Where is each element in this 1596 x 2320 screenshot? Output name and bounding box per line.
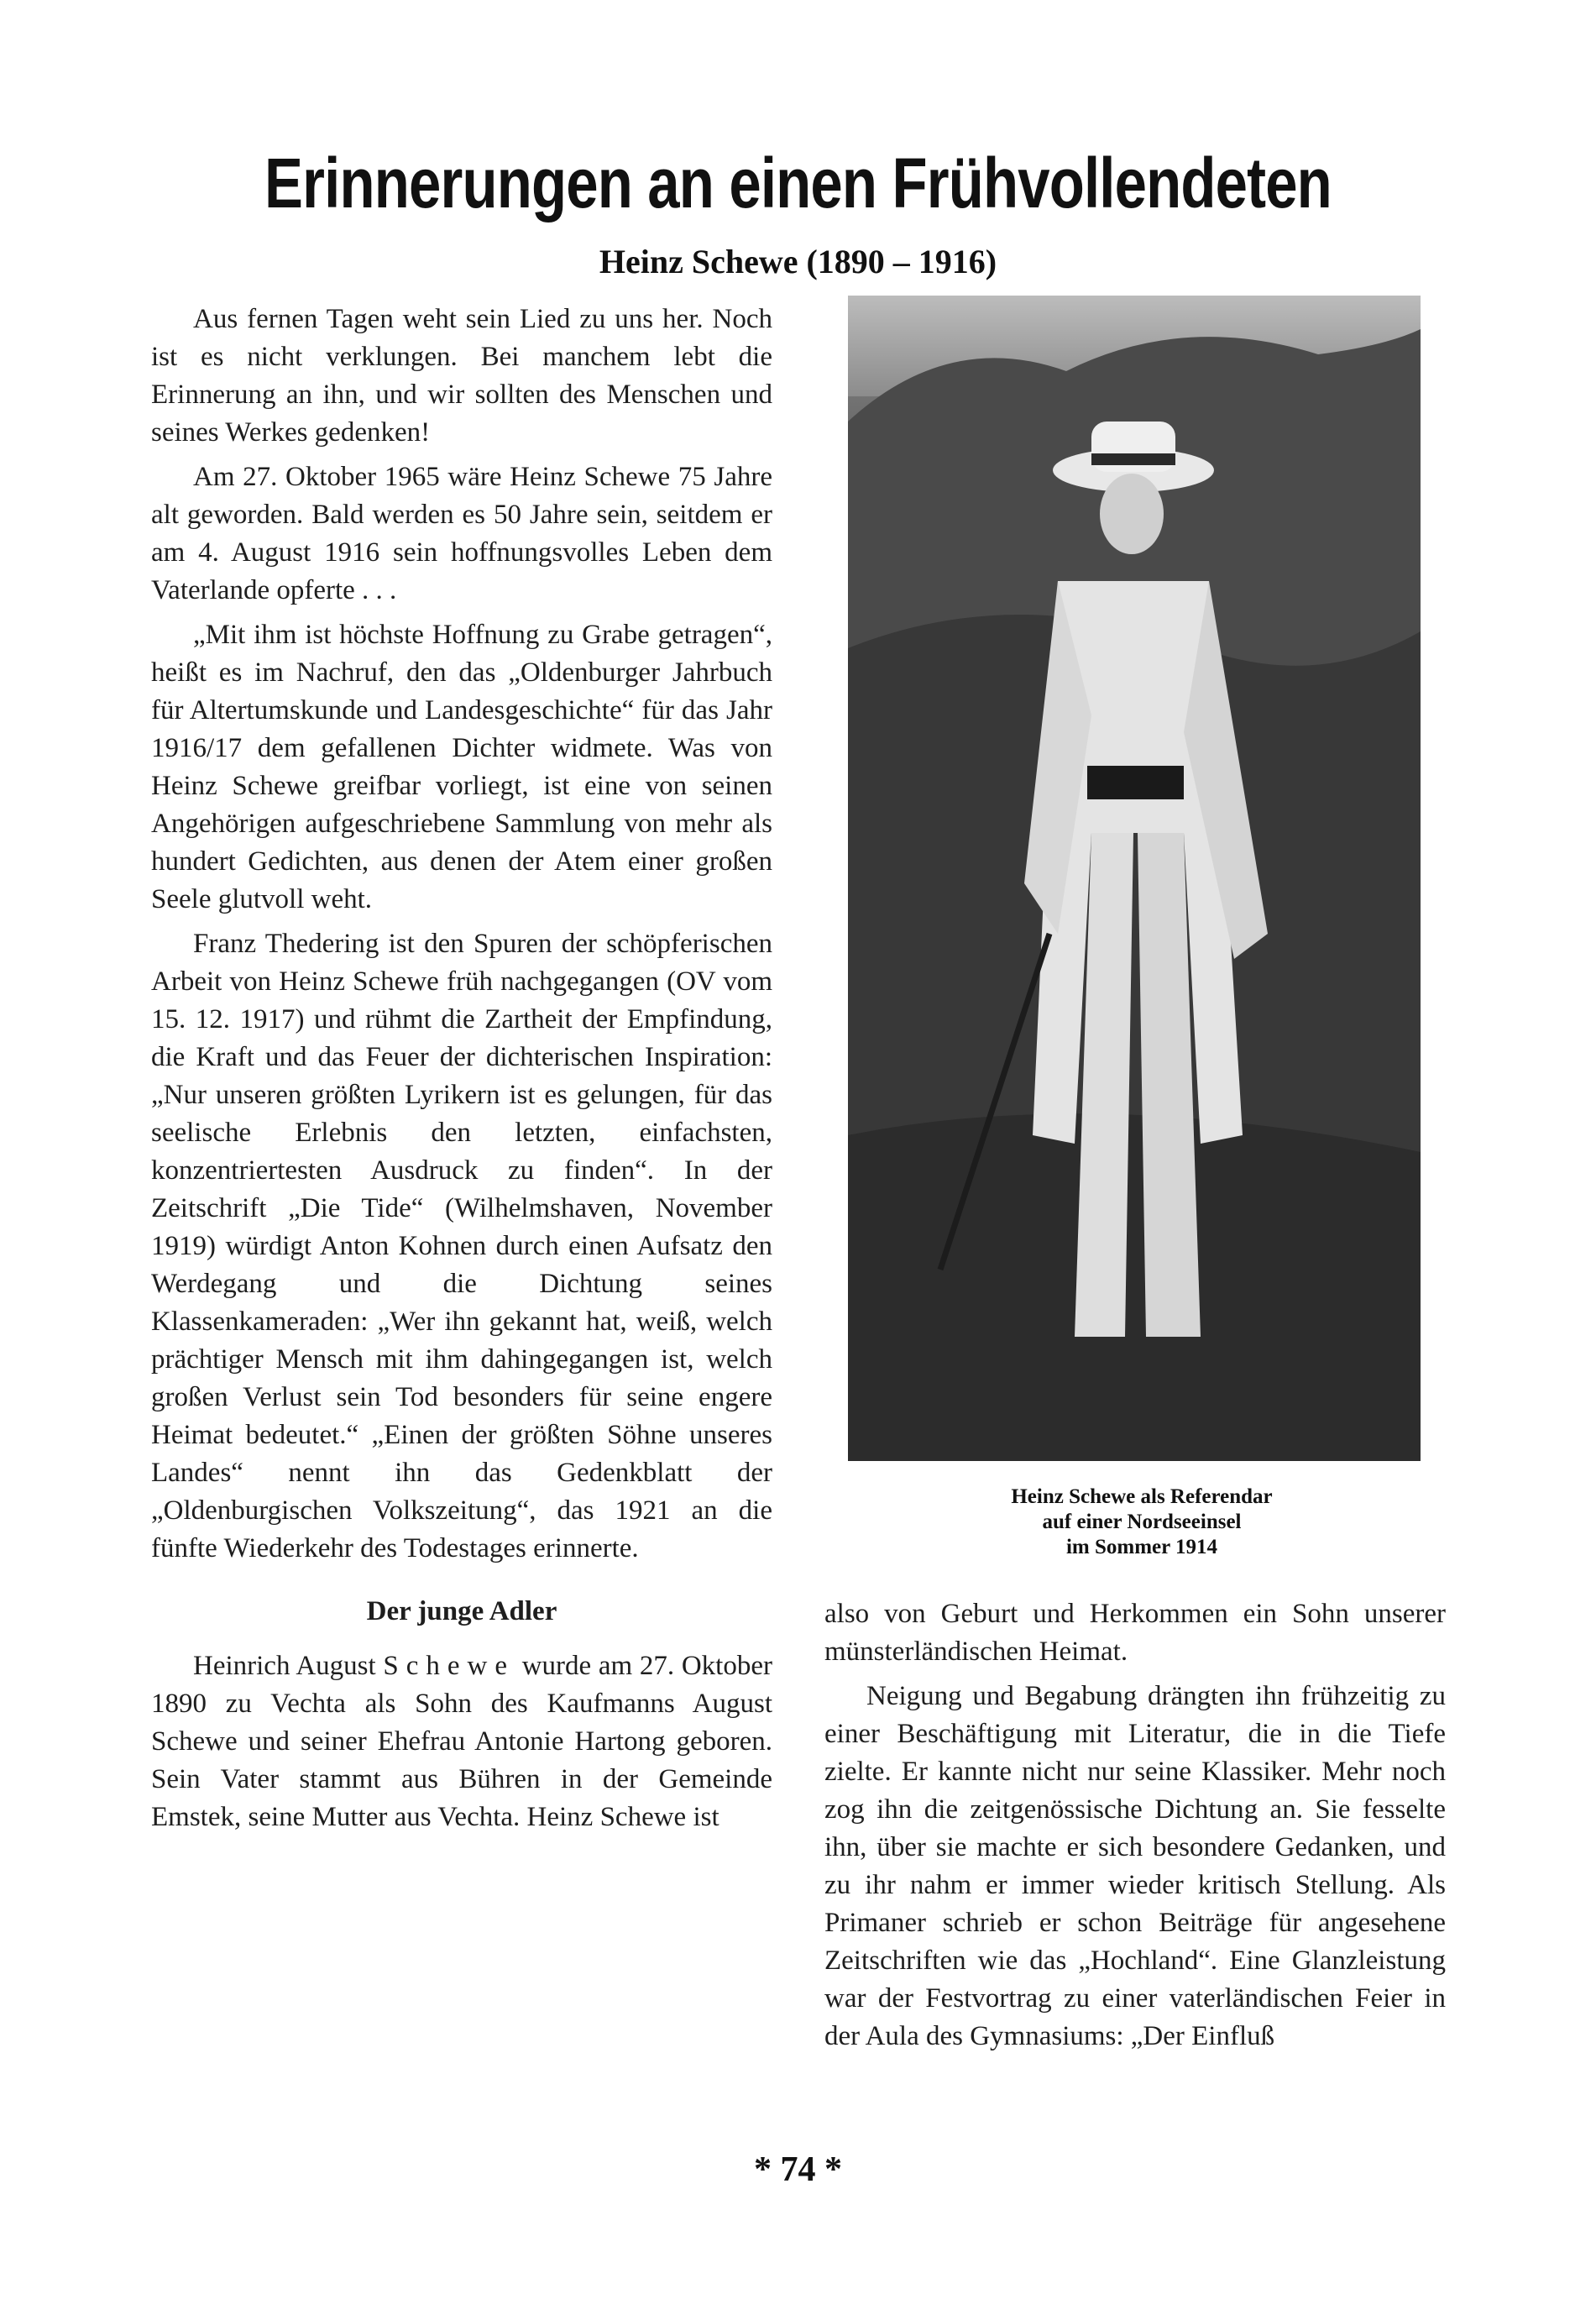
caption-line: im Sommer 1914 <box>1065 1536 1218 1558</box>
paragraph: Am 27. Oktober 1965 wäre Heinz Schewe 75 Jahre alt geworden. Bald werden es 50 Jahre sein, seitdem er am 4. August 1916 sein hoffnungsvolles Leben dem Vaterlande opferte . . . <box>151 462 772 605</box>
paragraph: also von Geburt und Herkommen ein Sohn unserer münsterländischen Heimat. <box>824 1599 1446 1667</box>
article-title: Erinnerungen an einen Frühvollendeten <box>264 144 1332 223</box>
article-subtitle: Heinz Schewe (1890 – 1916) <box>599 243 997 280</box>
left-column <box>151 301 772 1843</box>
caption-line: Heinz Schewe als Referendar <box>1011 1485 1273 1508</box>
caption-line: auf einer Nordseeinsel <box>1042 1511 1242 1533</box>
portrait-photo <box>848 296 1421 1461</box>
spaced-name: Schewe <box>383 1651 515 1681</box>
page-number: * 74 * <box>754 2150 842 2189</box>
paragraph: Neigung und Begabung drängten ihn frühzeitig zu einer Beschäftigung mit Literatur, die in die Tiefe zielte. Er kannte nicht nur seine Klassiker. Mehr noch zog ihn die zeitgenössische Dichtung an. Sie fesselte ihn, über sie machte er sich besondere Gedanken, und zu ihr nahm er immer wieder kritisch Stellung. Als Primaner schrieb er schon Beiträge für angesehene Zeitschriften wie das „Hochland“. Eine Glanzleistung war der Festvortrag zu einer vaterländischen Feier in der Aula des Gymnasiums: „Der Einfluß <box>824 1681 1446 2051</box>
paragraph: Aus fernen Tagen weht sein Lied zu uns her. Noch ist es nicht verklungen. Bei manchem lebt die Erinnerung an ihn, und wir sollten des Menschen und seines Werkes gedenken! <box>151 304 772 448</box>
section-heading: Der junge Adler <box>366 1596 557 1626</box>
paragraph: Franz Thedering ist den Spuren der schöpferischen Arbeit von Heinz Schewe früh nachgegangen (OV vom 15. 12. 1917) und rühmt die Zartheit der Empfindung, die Kraft und das Feuer der dichterischen Inspiration: „Nur unseren größten Lyrikern ist es gelungen, für das seelische Erlebnis den letzten, einfachsten, konzentriertesten Ausdruck zu finden“. In der Zeitschrift „Die Tide“ (Wilhelmshaven, November 1919) würdigt Anton Kohnen durch einen Aufsatz den Werdegang und die Dichtung seines Klassenkameraden: „Wer ihn gekannt hat, weiß, welch prächtiger Mensch mit ihm dahingegangen ist, welch großen Verlust sein Tod besonders für seine engere Heimat bedeutet.“ „Einen der größten Söhne unseres Landes“ nennt ihn das Gedenkblatt der „Oldenburgischen Volkszeitung“, das 1921 an die fünfte Wiederkehr des Todestages erinnerte. <box>151 929 772 1563</box>
paragraph <box>151 1647 772 1836</box>
text-run: Heinrich August <box>193 1651 384 1681</box>
right-column <box>824 1595 1446 2062</box>
paragraph: „Mit ihm ist höchste Hoffnung zu Grabe getragen“, heißt es im Nachruf, den das „Oldenburger Jahrbuch für Altertumskunde und Landesgeschichte“ für das Jahr 1916/17 dem gefallenen Dichter widmete. Was von Heinz Schewe greifbar vorliegt, ist eine von seinen Angehörigen aufgeschriebene Sammlung von mehr als hundert Gedichten, aus denen der Atem einer großen Seele glutvoll weht. <box>151 620 772 914</box>
photo-caption <box>890 1485 1394 1560</box>
text-run: wurde am 27. Oktober 1890 zu Vechta als Sohn des Kaufmanns August Schewe und seiner Ehefrau Antonie Hartong geboren. Sein Vater stammt aus Bühren in der Gemeinde Emstek, seine Mutter aus Vechta. Heinz Schewe ist <box>151 1651 772 1832</box>
